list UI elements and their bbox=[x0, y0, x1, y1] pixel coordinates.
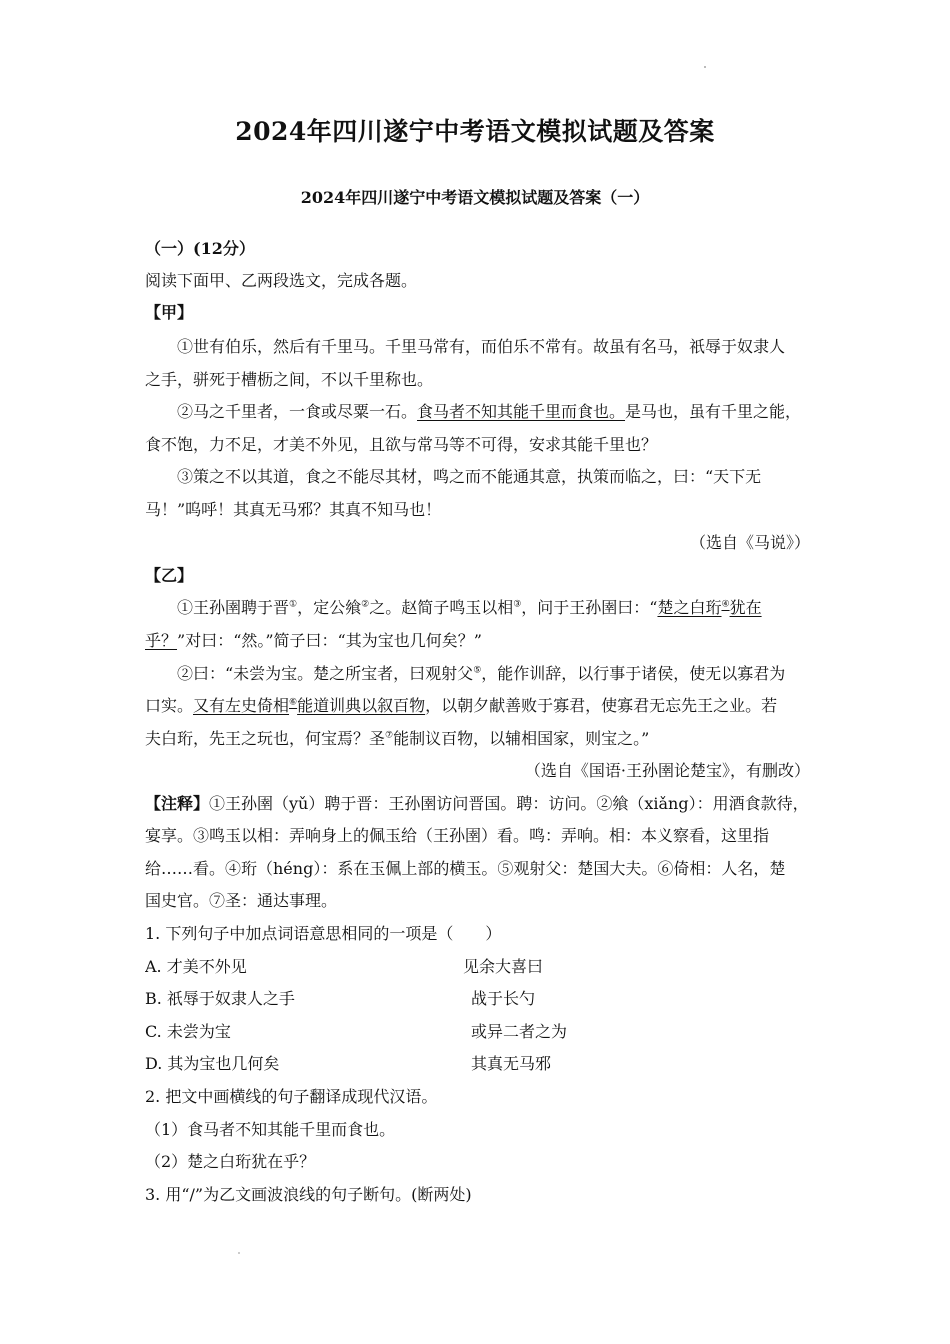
yi-p1-line1: ①王孙圉聘于晋①，定公飨②之。赵简子鸣玉以相③，问于王孙圉曰：“楚之白珩④犹在 bbox=[177, 598, 762, 617]
notes-line1: 【注释】①王孙圉（yǔ）聘于晋：王孙圉访问晋国。聘：访问。②飨（xiǎng）：用酒食款待， bbox=[145, 794, 809, 813]
q1-option-a-right: 见余大喜曰 bbox=[463, 957, 544, 976]
q2-sentence-2: （2）楚之白珩犹在乎？ bbox=[145, 1152, 316, 1171]
yi-source: （选自《国语·王孙圉论楚宝》，有删改） bbox=[524, 761, 810, 780]
speck bbox=[704, 66, 706, 68]
passage-jia-tag: 【甲】 bbox=[145, 303, 194, 322]
notes-line2: 宴享。③鸣玉以相：弄响身上的佩玉给（王孙圉）看。鸣：弄响。相：本义察看，这里指 bbox=[145, 826, 770, 845]
q1-option-b-right: 战于长勺 bbox=[471, 989, 536, 1008]
notes-line4: 国史官。⑦圣：通达事理。 bbox=[145, 891, 338, 910]
jia-p2-line2: 食不饱，力不足，才美不外见，且欲与常马等不可得，安求其能千里也？ bbox=[145, 435, 658, 454]
wavy-underlined-sentence: 又有左史倚相 bbox=[193, 696, 290, 715]
question-3-stem: 3. 用“/”为乙文画波浪线的句子断句。(断两处) bbox=[145, 1185, 472, 1204]
yi-p1-line2: 乎？”对曰：“然。”简子曰：“其为宝也几何矣？” bbox=[145, 631, 482, 650]
jia-p2-line1: ②马之千里者，一食或尽粟一石。食马者不知其能千里而食也。是马也，虽有千里之能， bbox=[177, 402, 802, 421]
jia-p1-line2: 之手，骈死于槽枥之间，不以千里称也。 bbox=[145, 370, 434, 389]
q1-option-d: D. 其为宝也几何矣 bbox=[145, 1054, 280, 1073]
yi-p2-line1: ②曰：“未尝为宝。楚之所宝者，曰观射父⑤，能作训辞，以行事于诸侯，使无以寡君为 bbox=[177, 664, 786, 683]
q1-option-c-right: 或异二者之为 bbox=[471, 1022, 568, 1041]
passage-yi-tag: 【乙】 bbox=[145, 566, 194, 585]
notes-line3: 给……看。④珩（héng）：系在玉佩上部的横玉。⑤观射父：楚国大夫。⑥倚相：人名，楚 bbox=[145, 859, 786, 878]
q1-option-d-right: 其真无马邪 bbox=[471, 1054, 552, 1073]
q1-option-a: A. 才美不外见 bbox=[145, 957, 247, 976]
jia-p3-line1: ③策之不以其道，食之不能尽其材，鸣之而不能通其意，执策而临之，曰：“天下无 bbox=[177, 467, 762, 486]
underlined-sentence: 楚之白珩 bbox=[657, 598, 722, 617]
speck bbox=[238, 1252, 240, 1254]
jia-p1-line1: ①世有伯乐，然后有千里马。千里马常有，而伯乐不常有。故虽有名马，祇辱于奴隶人 bbox=[177, 337, 786, 356]
yi-p2-line3: 夫白珩，先王之玩也，何宝焉？圣⑦能制议百物，以辅相国家，则宝之。” bbox=[145, 729, 650, 748]
jia-p3-line2: 马！”呜呼！其真无马邪？其真不知马也！ bbox=[145, 500, 442, 519]
question-2-stem: 2. 把文中画横线的句子翻译成现代汉语。 bbox=[145, 1087, 438, 1106]
underlined-sentence: 食马者不知其能千里而食也。 bbox=[417, 402, 626, 421]
document-subtitle: 2024年四川遂宁中考语文模拟试题及答案（一） bbox=[300, 188, 650, 207]
section-heading: （一）(12分） bbox=[145, 239, 255, 258]
instruction: 阅读下面甲、乙两段选文，完成各题。 bbox=[145, 271, 418, 290]
yi-p2-line2: 口实。又有左史倚相⑥能道训典以叙百物，以朝夕献善败于寡君，使寡君无忘先王之业。若 bbox=[145, 696, 778, 715]
question-1-stem: 1. 下列句子中加点词语意思相同的一项是（ ） bbox=[145, 924, 502, 943]
document-title: 2024年四川遂宁中考语文模拟试题及答案 bbox=[235, 117, 715, 146]
q2-sentence-1: （1）食马者不知其能千里而食也。 bbox=[145, 1120, 396, 1139]
jia-source: （选自《马说》） bbox=[689, 533, 810, 552]
q1-option-c: C. 未尝为宝 bbox=[145, 1022, 231, 1041]
q1-option-b: B. 祇辱于奴隶人之手 bbox=[145, 989, 295, 1008]
